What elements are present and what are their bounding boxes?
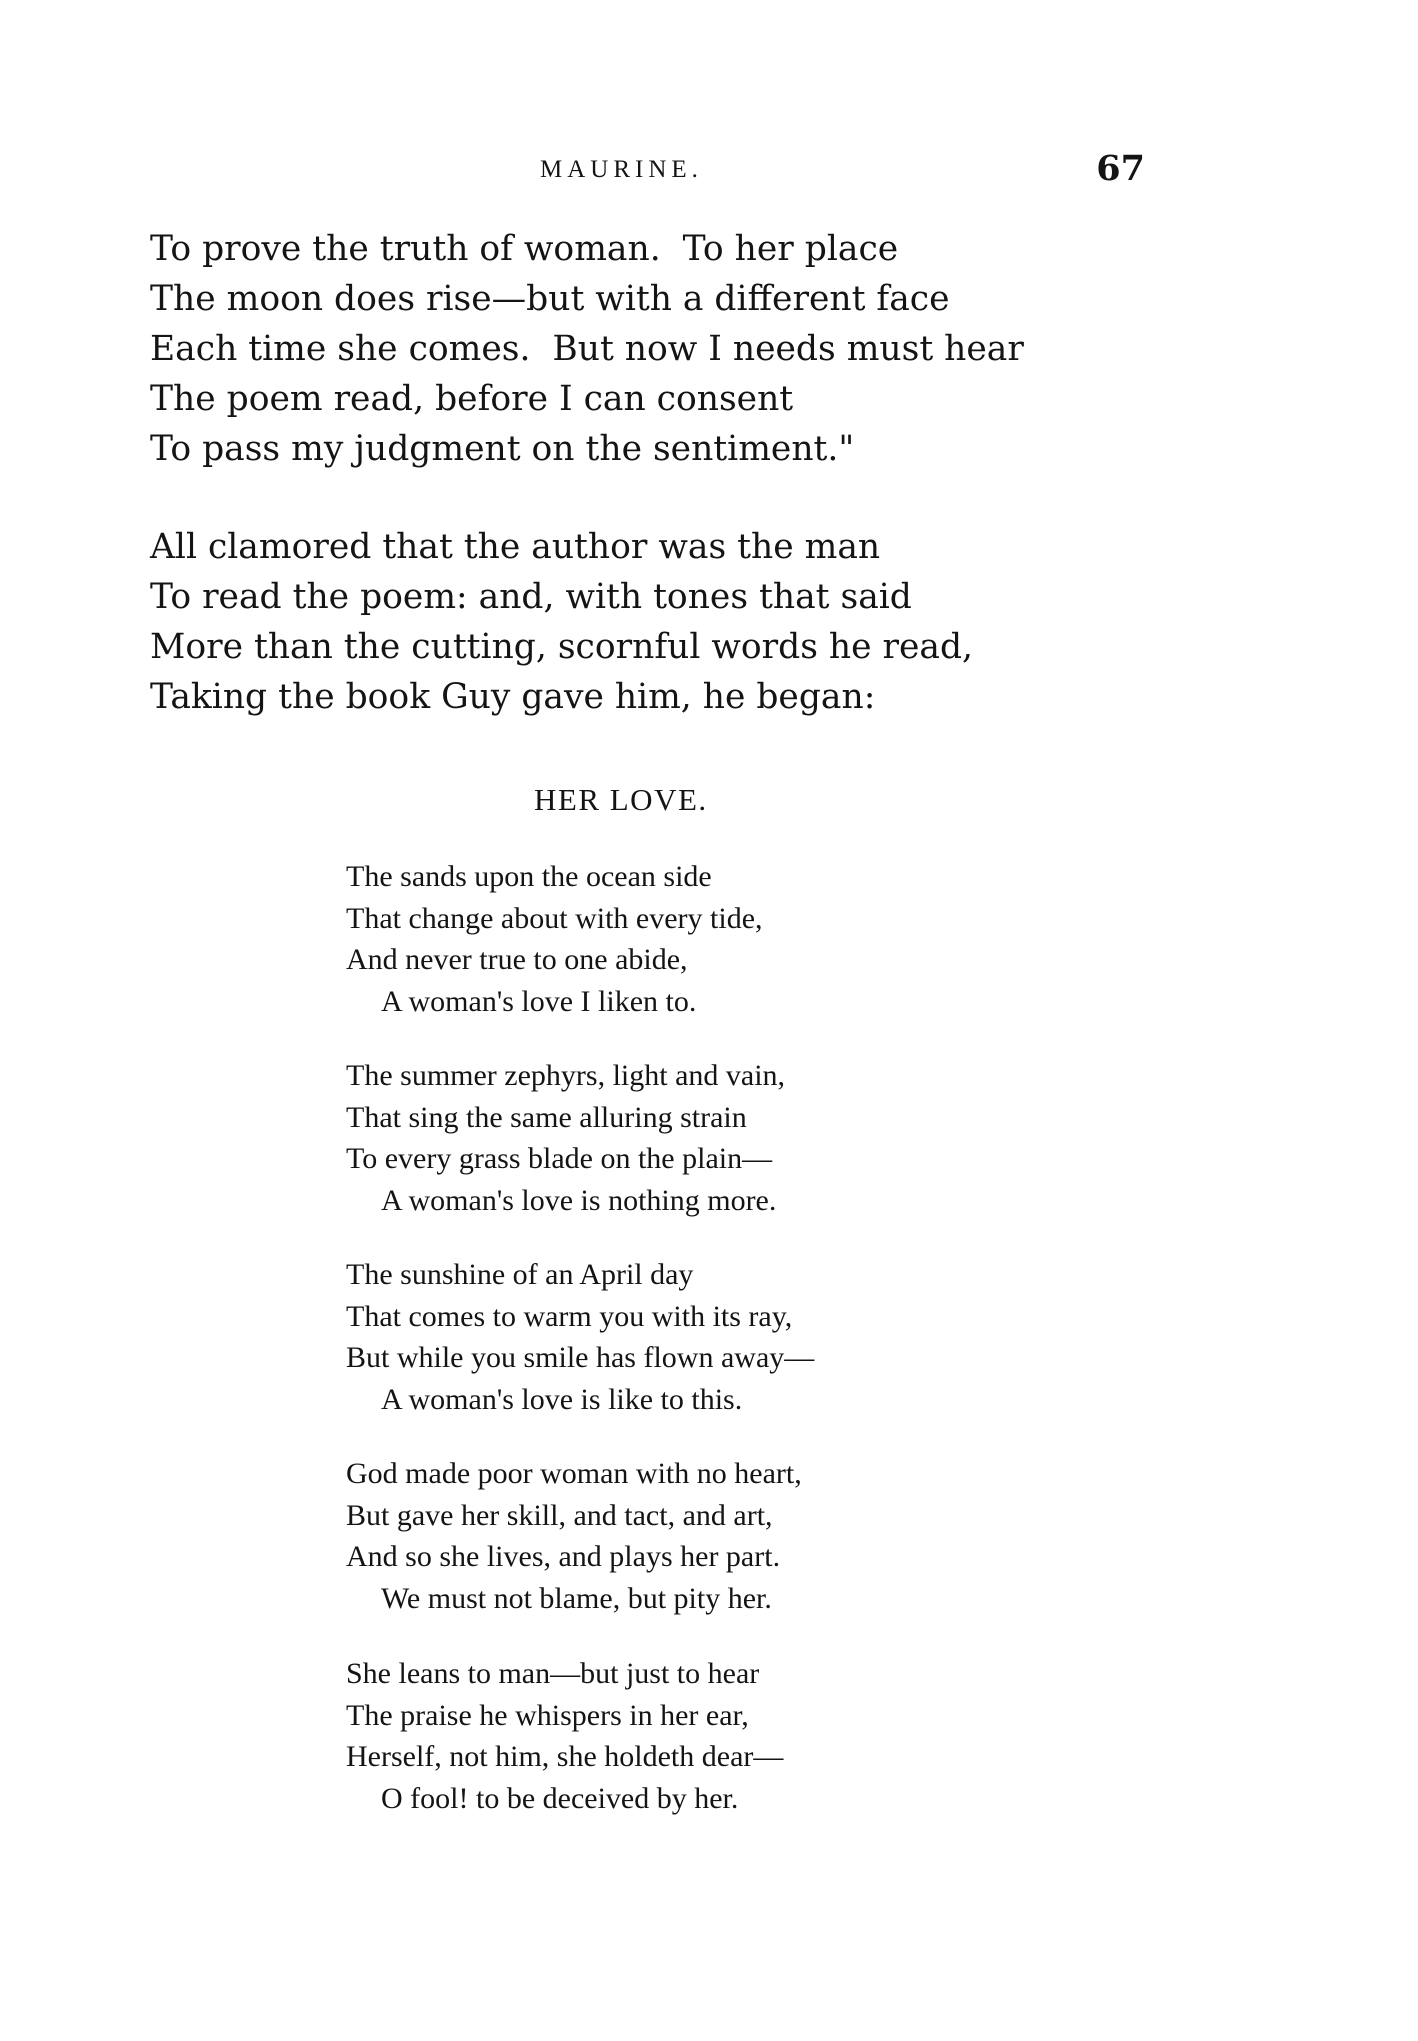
running-title: MAURINE.	[540, 156, 703, 183]
narrative-stanza-2	[150, 522, 1190, 722]
poem-line: That comes to warm you with its ray,	[346, 1299, 793, 1333]
poem-line: Herself, not him, she holdeth dear—	[346, 1740, 784, 1773]
poem-refrain-line: A woman's love is nothing more.	[381, 1183, 777, 1217]
poem-refrain-line: A woman's love is like to this.	[381, 1382, 743, 1416]
poem-line: But while you smile has flown away—	[346, 1341, 815, 1374]
narrative-line: To pass my judgment on the sentiment."	[150, 429, 855, 469]
poem-line: The summer zephyrs, light and vain,	[346, 1059, 786, 1092]
poem-refrain-line: A woman's love I liken to.	[381, 984, 697, 1018]
poem-line: The praise he whispers in her ear,	[346, 1698, 749, 1732]
poem-line: That change about with every tide,	[346, 901, 763, 935]
poem-stanza-4	[346, 1453, 1046, 1619]
narrative-line: To read the poem: and, with tones that said	[150, 577, 912, 617]
poem-refrain-line: O fool! to be deceived by her.	[381, 1781, 739, 1815]
poem-stanza-1	[346, 856, 1046, 1022]
narrative-line: The poem read, before I can consent	[150, 379, 794, 419]
poem-line: To every grass blade on the plain—	[346, 1142, 773, 1175]
poem-stanza-2	[346, 1055, 1046, 1221]
page-header	[150, 148, 1145, 192]
poem-line: That sing the same alluring strain	[346, 1100, 747, 1134]
poem-title: HER LOVE.	[534, 782, 708, 817]
poem-line: The sunshine of an April day	[346, 1258, 694, 1291]
poem-line: But gave her skill, and tact, and art,	[346, 1498, 773, 1532]
poem-line: The sands upon the ocean side	[346, 860, 712, 893]
poem-refrain-line: We must not blame, but pity her.	[381, 1581, 772, 1615]
narrative-line: All clamored that the author was the man	[150, 527, 881, 567]
narrative-line: The moon does rise—but with a different face	[150, 279, 950, 319]
poem-line: She leans to man—but just to hear	[346, 1657, 760, 1690]
narrative-line: More than the cutting, scornful words he read,	[150, 627, 973, 667]
poem-stanza-3	[346, 1254, 1046, 1420]
poem-line: God made poor woman with no heart,	[346, 1457, 802, 1490]
narrative-line: Taking the book Guy gave him, he began:	[150, 677, 876, 717]
poem-line: And never true to one abide,	[346, 943, 688, 976]
poem-line: And so she lives, and plays her part.	[346, 1540, 781, 1573]
narrative-stanza-1	[150, 224, 1190, 474]
page-number: 67	[1096, 148, 1145, 189]
narrative-line: Each time she comes. But now I needs must hear	[150, 329, 1024, 369]
narrative-line: To prove the truth of woman. To her place	[150, 229, 899, 269]
poem-stanza-5	[346, 1653, 1046, 1819]
